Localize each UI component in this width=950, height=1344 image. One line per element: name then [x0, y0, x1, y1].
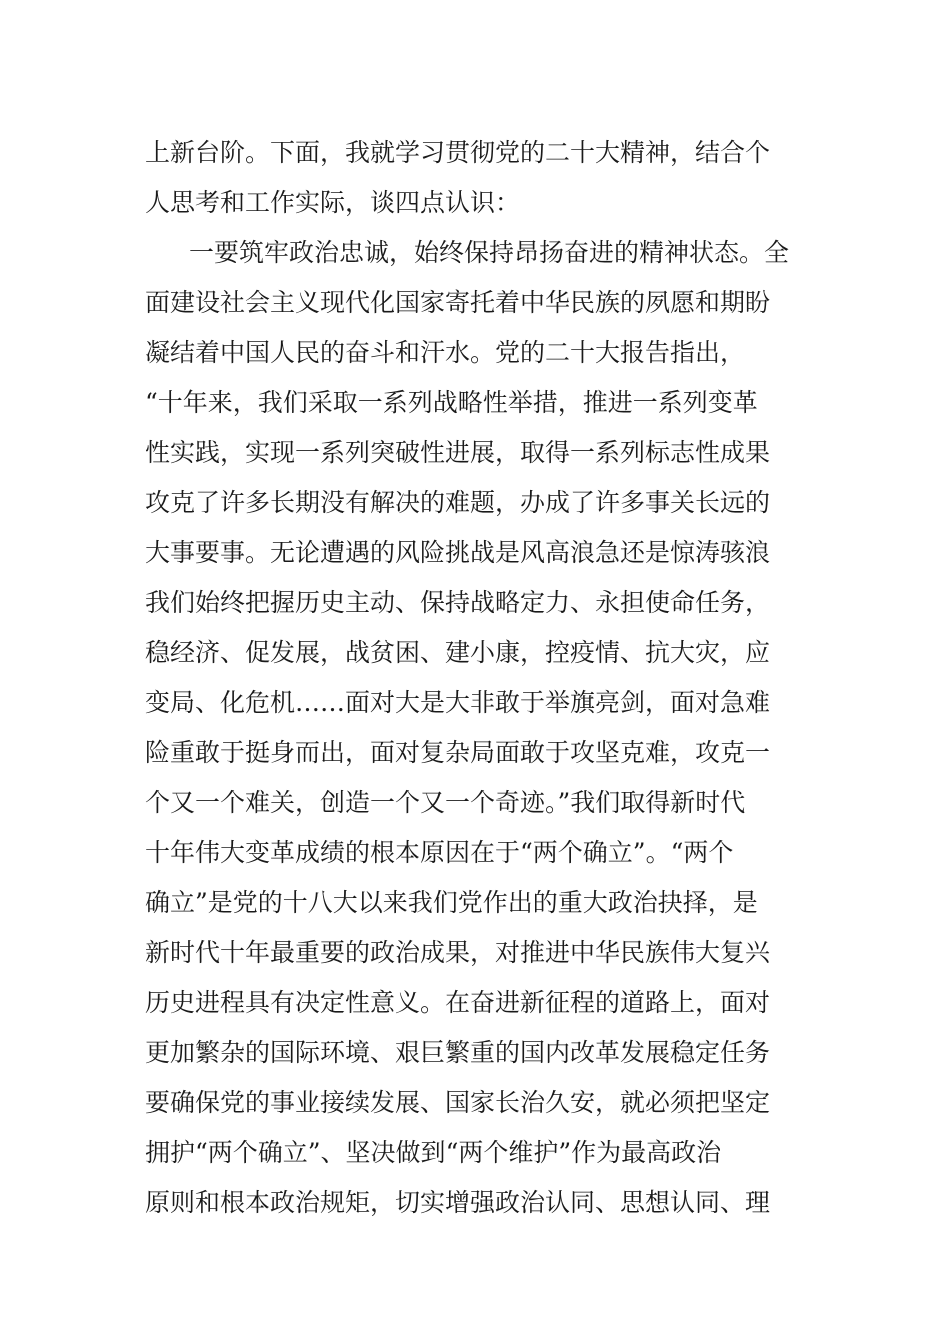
text-line: 更加繁杂的国际环境、艰巨繁重的国内改革发展稳定任务 [145, 1038, 771, 1067]
text-line: 凝结着中国人民的奋斗和汗水。党的二十大报告指出， [145, 338, 746, 367]
text-line: 我们始终把握历史主动、保持战略定力、永担使命任务， [145, 588, 771, 617]
text-line: 性实践，实现一系列突破性进展，取得一系列标志性成果 [145, 438, 771, 467]
text-line: 历史进程具有决定性意义。在奋进新征程的道路上，面对 [145, 988, 771, 1017]
text-line: 原则和根本政治规矩，切实增强政治认同、思想认同、理 [145, 1188, 771, 1217]
text-line: 个又一个难关，创造一个又一个奇迹。”我们取得新时代 [145, 788, 746, 817]
text-line: 确立”是党的十八大以来我们党作出的重大政治抉择，是 [145, 888, 758, 917]
text-line: 十年伟大变革成绩的根本原因在于“两个确立”。“两个 [145, 838, 734, 867]
text-line: “十年来，我们采取一系列战略性举措，推进一系列变革 [145, 388, 758, 417]
text-line: 要确保党的事业接续发展、国家长治久安，就必须把坚定 [145, 1088, 771, 1117]
text-line: 拥护“两个确立”、坚决做到“两个维护”作为最高政治 [145, 1138, 722, 1167]
text-line: 面建设社会主义现代化国家寄托着中华民族的夙愿和期盼 [145, 288, 771, 317]
paragraph-start-line: 一要筑牢政治忠诚，始终保持昂扬奋进的精神状态。全 [189, 238, 790, 267]
text-line: 稳经济、促发展，战贫困、建小康，控疫情、抗大灾，应 [145, 638, 771, 667]
text-line: 上新台阶。下面，我就学习贯彻党的二十大精神，结合个 [145, 138, 771, 167]
text-line: 新时代十年最重要的政治成果，对推进中华民族伟大复兴 [145, 938, 771, 967]
text-line: 险重敢于挺身而出，面对复杂局面敢于攻坚克难，攻克一 [145, 738, 771, 767]
text-line: 大事要事。无论遭遇的风险挑战是风高浪急还是惊涛骇浪 [145, 538, 771, 567]
text-line: 变局、化危机……面对大是大非敢于举旗亮剑，面对急难 [145, 688, 771, 717]
body-text [145, 128, 810, 1228]
text-line: 攻克了许多长期没有解决的难题，办成了许多事关长远的 [145, 488, 771, 517]
text-line: 人思考和工作实际，谈四点认识： [145, 188, 521, 217]
